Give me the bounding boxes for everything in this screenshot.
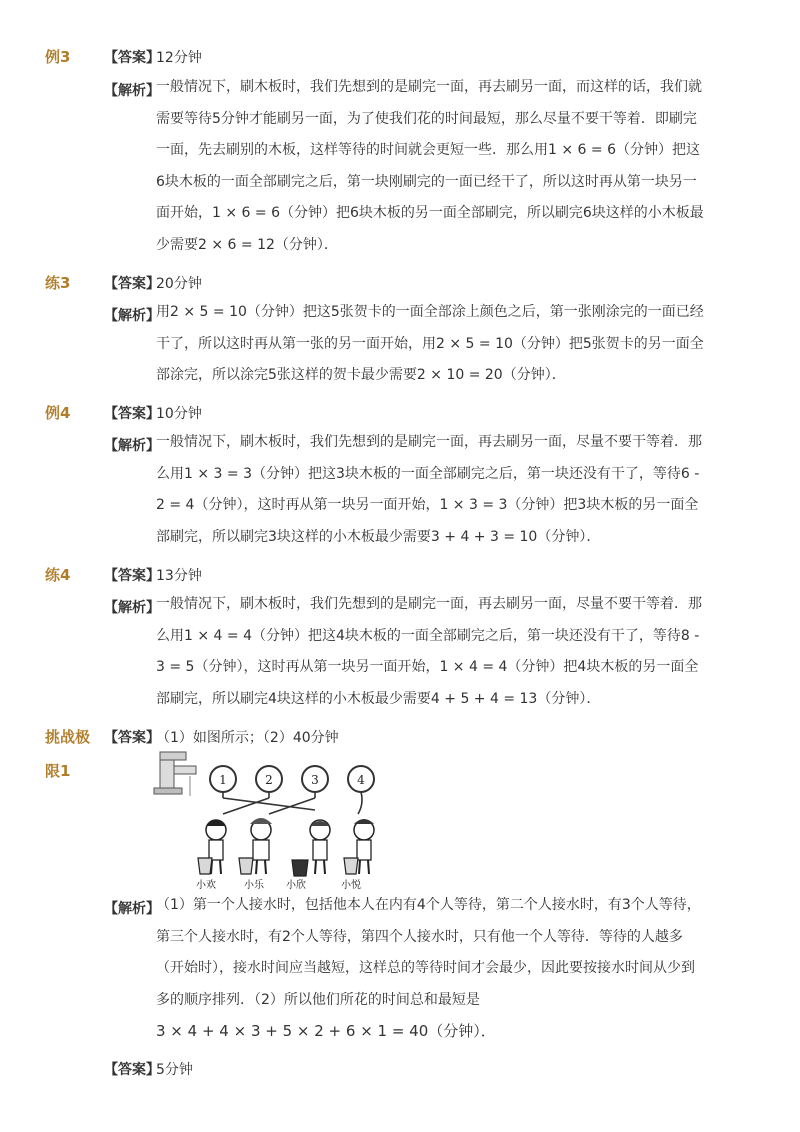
analysis-line: 么用1 × 4 = 4（分钟）把这4块木板的一面全部刷完之后，第一块还没有干了，等待8 - [156,627,700,644]
answer-text: 12分钟 [156,50,202,66]
child-name: 小悦 [341,880,361,891]
answer-tag: 【答案】 [104,276,160,292]
position-number: 2 [265,773,273,787]
analysis-line: 么用1 × 3 = 3（分钟）把这3块木板的一面全部刷完之后，第一块还没有干了，等待6 - [156,465,700,482]
section-number: 例4 [45,404,71,422]
analysis-tag: 【解析】 [104,600,160,616]
analysis-line: 一般情况下，刷木板时，我们先想到的是刷完一面，再去刷另一面，尽量不要干等着．那 [156,434,702,450]
position-number: 4 [357,773,365,787]
analysis-line: 多的顺序排列．（2）所以他们所花的时间总和最短是 [156,991,480,1008]
analysis-line: 干了，所以这时再从第一张的另一面开始，用2 × 5 = 10（分钟）把5张贺卡的另一面全 [156,335,704,352]
child-figure [344,819,374,874]
child-figure [292,820,330,876]
answer-tag: 【答案】 [104,406,160,422]
child-figure [198,820,226,874]
section-number: 练4 [45,566,71,584]
analysis-line: 部刷完，所以刷完3块这样的小木板最少需要3 + 4 + 3 = 10（分钟）． [156,528,601,545]
faucet-icon [154,752,196,796]
analysis-line: 部刷完，所以刷完4块这样的小木板最少需要4 + 5 + 4 = 13（分钟）． [156,690,601,707]
matching-lines [223,792,362,814]
analysis-line: 一般情况下，刷木板时，我们先想到的是刷完一面，再去刷另一面，而这样的话，我们就 [156,79,702,95]
answer-text: 13分钟 [156,568,202,584]
analysis-text [156,427,716,553]
analysis-line: 第三个人接水时，有2个人等待，第四个人接水时，只有他一个人等待．等待的人越多 [156,928,683,945]
analysis-text [156,589,716,715]
analysis-tag: 【解析】 [104,308,160,324]
analysis-line: （1）第一个人接水时，包括他本人在内有4个人等待，第二个人接水时，有3个人等待， [156,897,701,913]
answer-text: 10分钟 [156,406,202,422]
child-figure [239,818,272,874]
section-number: 例3 [45,48,71,66]
section-number-continued: 限1 [45,762,71,780]
analysis-line: 需要等待5分钟才能刷另一面，为了使我们花的时间最短，那么尽量不要干等着．即刷完 [156,110,697,127]
analysis-line: 6块木板的一面全部刷完之后，第一块刚刷完的一面已经干了，所以这时再从第一块另一 [156,173,697,190]
analysis-line: 2 = 4（分钟），这时再从第一块另一面开始，1 × 3 = 3（分钟）把3块木板的另一面全 [156,497,699,513]
answer-text: 5分钟 [156,1062,193,1078]
analysis-line: （开始时），接水时间应当越短，这样总的等待时间才会最少，因此要按接水时间从少到 [156,960,695,976]
position-number: 3 [311,773,319,787]
answer-tag: 【答案】 [104,1062,160,1078]
analysis-line: 部涂完，所以涂完5张这样的贺卡最少需要2 × 10 = 20（分钟）． [156,367,566,383]
analysis-line: 少需要2 × 6 = 12（分钟）． [156,236,338,253]
answer-tag: 【答案】 [104,568,160,584]
analysis-tag: 【解析】 [104,438,160,454]
child-name: 小乐 [244,880,264,891]
section-number: 练3 [45,274,71,292]
analysis-text [156,297,716,392]
answer-text: （1）如图所示；（2）40分钟 [156,730,339,746]
water-queue-figure [150,748,390,896]
analysis-line: 用2 × 5 = 10（分钟）把这5张贺卡的一面全部涂上颜色之后，第一张刚涂完的一面已经 [156,304,704,320]
child-name: 小欣 [286,880,306,891]
analysis-line: 一面，先去刷别的木板，这样等待的时间就会更短一些．那么用1 × 6 = 6（分钟）把这 [156,142,700,158]
analysis-line: 一般情况下，刷木板时，我们先想到的是刷完一面，再去刷另一面，尽量不要干等着．那 [156,596,702,612]
analysis-line: 3 × 4 + 4 × 3 + 5 × 2 + 6 × 1 = 40（分钟）． [156,1022,496,1040]
answer-text: 20分钟 [156,276,202,292]
analysis-tag: 【解析】 [104,83,160,99]
analysis-line: 3 = 5（分钟），这时再从第一块另一面开始，1 × 4 = 4（分钟）把4块木板的另一面全 [156,659,699,675]
answer-tag: 【答案】 [104,50,160,66]
answer-tag: 【答案】 [104,730,160,746]
analysis-text [156,890,716,1048]
child-name: 小欢 [196,880,216,891]
analysis-tag: 【解析】 [104,901,160,917]
section-number: 挑战极 [45,728,91,746]
analysis-line: 面开始，1 × 6 = 6（分钟）把6块木板的另一面全部刷完，所以刷完6块这样的小木板最 [156,205,704,221]
position-number: 1 [219,773,227,787]
analysis-text [156,72,716,261]
